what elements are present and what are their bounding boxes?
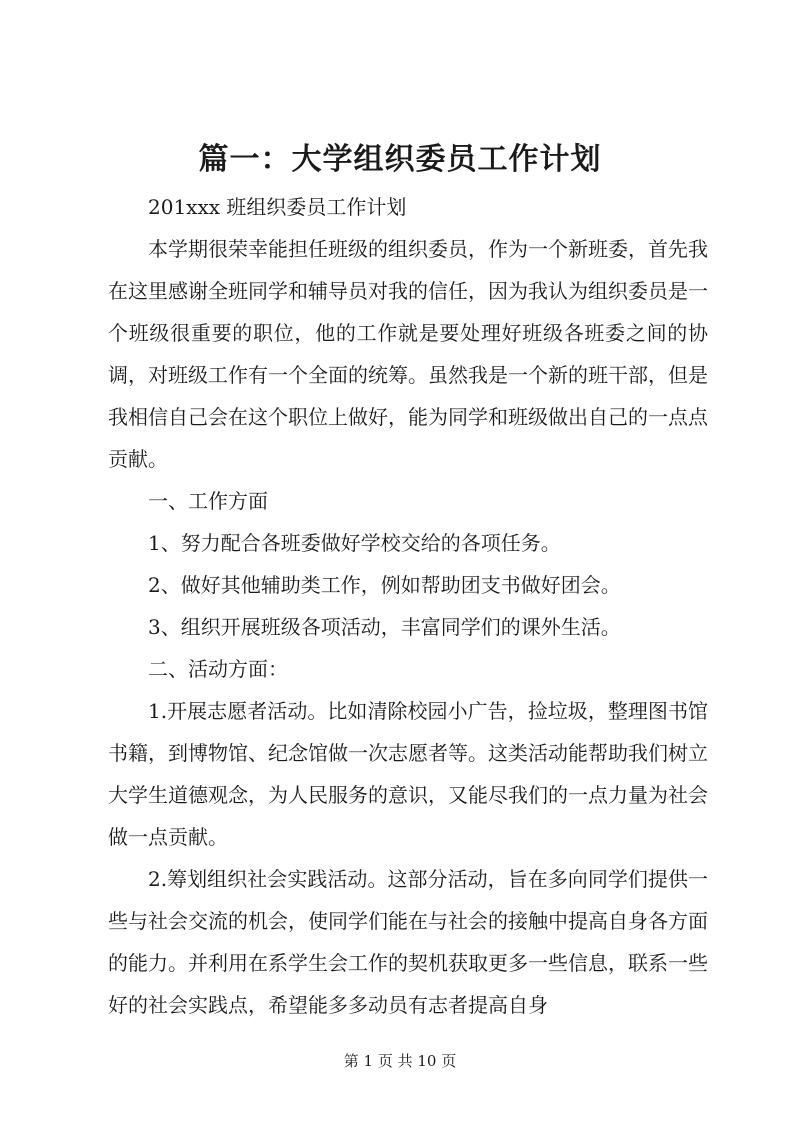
document-body (108, 186, 708, 1026)
subtitle: 201xxx 班组织委员工作计划 (148, 195, 407, 219)
list-item: 2、做好其他辅助类工作，例如帮助团支书做好团会。 (148, 573, 621, 597)
list-item: 3、组织开展班级各项活动，丰富同学们的课外生活。 (148, 615, 621, 639)
paragraph-social-practice: 2.筹划组织社会实践活动。这部分活动，旨在多向同学们提供一些与社会交流的机会，使同学们能在与社会的接触中提高自身各方面的能力。并利用在系学生会工作的契机获取更多一些信息，联系一些好的社会实践点，希望能多多动员有志者提高自身 (108, 867, 708, 1017)
paragraph-volunteer: 1.开展志愿者活动。比如清除校园小广告，捡垃圾，整理图书馆书籍，到博物馆、纪念馆做一次志愿者等。这类活动能帮助我们树立大学生道德观念，为人民服务的意识，又能尽我们的一点力量为社会做一点贡献。 (108, 699, 708, 849)
list-item: 1、努力配合各班委做好学校交给的各项任务。 (148, 531, 561, 555)
section-heading-activities: 二、活动方面： (148, 657, 288, 681)
page-footer: 第 1 页 共 10 页 (343, 1052, 457, 1070)
document-title: 篇一：大学组织委员工作计划 (198, 142, 602, 177)
section-heading-work: 一、工作方面 (148, 489, 268, 513)
paragraph-intro: 本学期很荣幸能担任班级的组织委员，作为一个新班委，首先我在这里感谢全班同学和辅导员对我的信任，因为我认为组织委员是一个班级很重要的职位，他的工作就是要处理好班级各班委之间的协调，对班级工作有一个全面的统筹。虽然我是一个新的班干部，但是我相信自己会在这个职位上做好，能为同学和班级做出自己的一点点贡献。 (108, 237, 708, 471)
